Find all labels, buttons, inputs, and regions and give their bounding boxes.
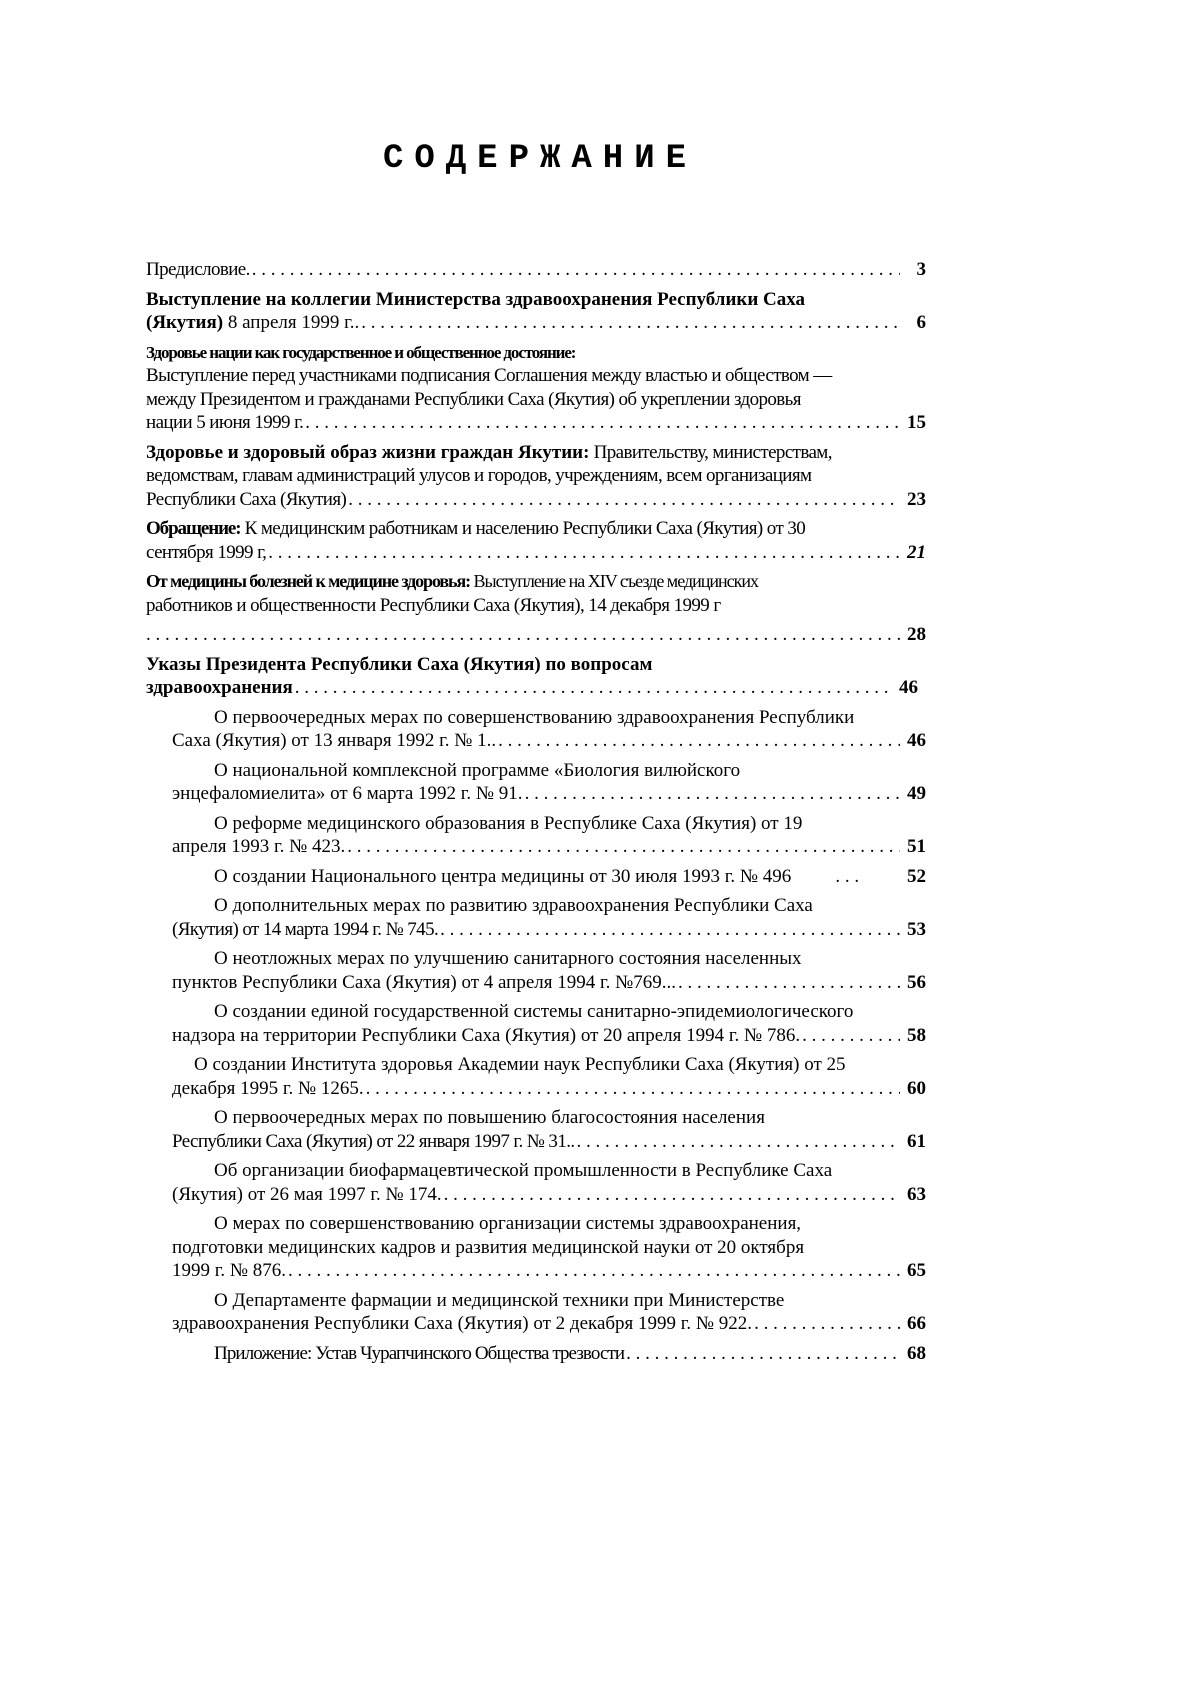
dot-leader [498,729,900,753]
entry-line: работников и общественности Республики Саха (Якутия), 14 декабря 1999 г [146,594,721,616]
dot-leader [444,1183,900,1207]
decree-list [146,706,926,1336]
entry-line: Выступление перед участниками подписания Соглашения между властью и обществом — [146,365,832,386]
page-number: 46 [907,730,926,751]
entry-line: нации 5 июня 1999 г. [146,412,304,433]
toc-entry-appendix[interactable] [146,1342,926,1366]
decree-entry[interactable] [172,1289,926,1336]
page-number: 52 [907,865,926,887]
entry-title: Обращение: [146,518,241,539]
entry-line: сентября 1999 г, [146,541,267,563]
entry-line: О создании единой государственной системы санитарно-эпидемиологического [214,1001,854,1022]
entry-line: Республики Саха (Якутия) от 22 января 1997 г. № 31.. [172,1130,575,1152]
page-number: 49 [907,783,926,804]
entry-title: Указы Президента Республики Саха (Якутия) по вопросам [146,653,653,675]
dot-leader [678,971,900,995]
decree-entry[interactable] [172,865,926,889]
entry-line: О национальной комплексной программе «Биология вилюйского [214,759,741,781]
toc-entry-collegium-speech[interactable] [146,288,926,335]
page-number: 68 [907,1342,926,1364]
entry-line: Правительству, министерствам, [589,441,832,463]
entry-line: Об организации биофармацевтической промышленности в Республике Саха [214,1160,833,1181]
page-number: 51 [907,836,926,857]
entry-title-cont: (Якутия) [146,312,224,333]
dot-leader [577,1130,900,1154]
entry-line: надзора на территории Республики Саха (Якутия) от 20 апреля 1994 г. № 786. [172,1024,801,1046]
entry-line: К медицинским работникам и населению Республики Саха (Якутия) от 30 [240,518,806,539]
decree-entry[interactable] [172,1212,926,1283]
entry-line: О создании Института здоровья Академии наук Республики Саха (Якутия) от 25 [194,1054,846,1075]
page-number: 65 [907,1260,926,1281]
table-of-contents [146,258,926,1371]
page-number: 53 [907,918,926,940]
entry-line: между Президентом и гражданами Республики Саха (Якутия) об укреплении здоровья [146,388,801,410]
entry-line: О первоочередных мерах по совершенствованию здравоохранения Республики [214,706,855,728]
toc-entry-nation-health[interactable] [146,341,926,435]
dot-leader [347,835,900,859]
entry-line: О неотложных мерах по улучшению санитарного состояния населенных [214,948,802,969]
entry-line: О дополнительных мерах по развитию здравоохранения Республики Саха [214,895,813,916]
dot-leader [440,918,900,942]
dot-leader [305,411,900,435]
page-number: 23 [907,488,926,510]
page-number: 58 [907,1024,926,1046]
entry-line: апреля 1993 г. № 423. [172,836,346,857]
page-number: 66 [907,1313,926,1334]
page-number: 63 [907,1183,926,1205]
decree-entry[interactable] [172,706,926,753]
dot-leader [366,1077,900,1101]
toc-entry-presidential-decrees[interactable] [146,653,926,700]
entry-line: ведомствам, главам администраций улусов и городов, учреждениям, всем организациям [146,465,812,486]
entry-title: От медицины болезней к медицине здоровья: [146,571,470,591]
entry-line: О первоочередных мерах по повышению благосостояния населения [214,1107,765,1128]
toc-entry-appeal[interactable] [146,517,926,564]
decree-entry[interactable] [172,1000,926,1047]
entry-title: Выступление на коллегии Министерства здравоохранения Республики Саха [146,288,806,310]
entry-line: О реформе медицинского образования в Республике Саха (Якутия) от 19 [214,812,803,834]
page-number: 61 [907,1130,926,1152]
toc-entry-medicine-of-health[interactable] [146,570,926,647]
entry-line: (Якутия) от 14 марта 1994 г. № 745. [172,918,439,940]
page-number: 3 [916,259,926,280]
page-number: 56 [907,971,926,993]
entry-heading: Здоровье нации как государственное и общественное достояние: [146,342,576,362]
entry-line: О Департаменте фармации и медицинской техники при Министерстве [214,1289,785,1311]
entry-title-cont: здравоохранения [146,677,293,698]
dot-leader [252,258,900,282]
decree-entry[interactable] [172,894,926,941]
entry-line: энцефаломиелита» от 6 марта 1992 г. № 91. [172,783,523,804]
dot-leader [348,488,900,512]
dot-leader [802,1024,900,1048]
entry-title: Предисловие. [146,259,250,280]
entry-line: Выступление на XIV съезде медицинских [470,571,759,591]
entry-line: пунктов Республики Саха (Якутия) от 4 апреля 1994 г. №769... [172,971,677,993]
entry-line: здравоохранения Республики Саха (Якутия) от 2 декабря 1999 г. № 922. [172,1313,753,1334]
entry-line: подготовки медицинских кадров и развития медицинской науки от 20 октября [172,1236,805,1258]
entry-date: 8 апреля 1999 г.. [223,312,360,333]
entry-line: Саха (Якутия) от 13 января 1992 г. № 1.. [172,730,497,751]
decree-entry[interactable] [172,1053,926,1100]
page-number: 6 [916,312,926,333]
entry-title: Здоровье и здоровый образ жизни граждан Якутии: [146,441,590,463]
page-number: 15 [907,412,926,433]
entry-line: (Якутия) от 26 мая 1997 г. № 174. [172,1183,442,1205]
decree-entry[interactable] [172,1159,926,1206]
decree-entry[interactable] [172,812,926,859]
dot-leader [525,782,900,806]
page-title: СОДЕРЖАНИЕ [382,140,698,178]
page-number: 60 [907,1077,926,1099]
toc-entry-preface[interactable] [146,258,926,282]
page-number: 46 [899,677,918,698]
entry-line: О создании Национального центра медицины от 30 июля 1993 г. № 496 [214,865,792,887]
entry-line: О мерах по совершенствованию организации системы здравоохранения, [214,1213,802,1234]
entry-line: 1999 г. № 876. [172,1260,287,1281]
dot-leader [793,865,861,889]
dot-leader [754,1312,900,1336]
dot-leader [268,541,900,565]
entry-line: декабря 1995 г. № 1265. [172,1077,364,1099]
dot-leader [626,1342,900,1366]
dot-leader [361,311,900,335]
decree-entry[interactable] [172,759,926,806]
dot-leader [288,1259,900,1283]
dot-leader [295,676,892,700]
entry-title: Приложение: Устав Чурапчинского Общества трезвости [214,1342,625,1364]
page-number: 21 [907,541,926,563]
decree-entry[interactable] [172,1106,926,1153]
toc-entry-healthy-lifestyle[interactable] [146,441,926,512]
entry-line: Республики Саха (Якутия) [146,488,347,510]
dot-leader [146,623,900,647]
page-number: 28 [907,624,926,645]
decree-entry[interactable] [172,947,926,994]
